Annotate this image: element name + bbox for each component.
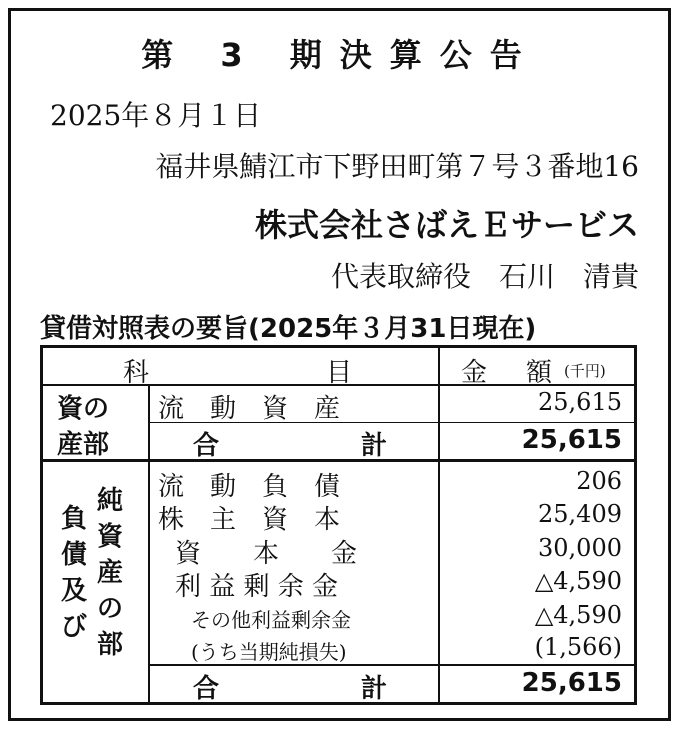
company-address: 福井県鯖江市下野田町第７号３番地16 xyxy=(155,150,639,183)
assets-section-label-1: 資の xyxy=(57,394,110,424)
asset-row-value: 25,615 xyxy=(538,388,622,416)
liab-row-label-2: 株 主 資 本 xyxy=(158,505,341,535)
section-divider xyxy=(43,459,634,462)
liab-row-value-1: 206 xyxy=(576,467,622,495)
liab-row-label-4: 利 益 剰 余 金 xyxy=(175,572,339,602)
liab-row-value-5: △4,590 xyxy=(534,601,622,629)
assets-section-label-2: 産部 xyxy=(57,430,110,460)
liab-section-col2-4: の xyxy=(97,594,124,624)
header-amount-1: 金 xyxy=(461,358,488,388)
balance-sheet-table xyxy=(40,345,637,705)
company-name: 株式会社さばえＥサービス xyxy=(254,206,639,244)
liab-total-label-2: 計 xyxy=(361,674,388,704)
notice-date: 2025年８月１日 xyxy=(50,99,262,132)
liab-row-label-5: その他利益剰余金 xyxy=(191,608,351,632)
liab-row-value-6: (1,566) xyxy=(534,633,622,661)
header-subject-1: 科 xyxy=(123,358,150,388)
assets-total-value: 25,615 xyxy=(521,425,622,455)
representative: 代表取締役 石川 清貴 xyxy=(330,260,639,293)
liab-total-label-1: 合 xyxy=(193,674,220,704)
liab-section-col2-2: 資 xyxy=(97,522,124,552)
liab-row-label-3: 資 本 金 xyxy=(175,539,358,569)
liab-row-value-4: △4,590 xyxy=(534,567,622,595)
liab-section-col1-4: び xyxy=(61,612,88,642)
liab-row-value-2: 25,409 xyxy=(538,500,622,528)
liab-section-col1-1: 負 xyxy=(61,504,88,534)
liab-row-label-6: (うち当期純損失) xyxy=(191,640,347,664)
liab-section-col1-3: 及 xyxy=(61,576,88,606)
section-col-divider xyxy=(148,386,150,702)
liab-total-value: 25,615 xyxy=(521,668,622,698)
assets-total-label-1: 合 xyxy=(193,431,220,461)
liab-section-col2-1: 純 xyxy=(97,486,124,516)
asset-row-label: 流 動 資 産 xyxy=(158,394,341,424)
header-subject-2: 目 xyxy=(326,358,353,388)
liab-section-col1-2: 債 xyxy=(61,540,88,570)
amount-col-divider xyxy=(438,348,440,702)
liab-row-label-1: 流 動 負 債 xyxy=(158,472,341,502)
header-amount-2: 額 xyxy=(526,358,553,388)
liab-section-col2-5: 部 xyxy=(97,630,124,660)
balance-sheet-title: 貸借対照表の要旨(2025年３月31日現在) xyxy=(40,314,537,344)
notice-title: 第 3 期決算公告 xyxy=(141,36,540,74)
liab-section-col2-3: 産 xyxy=(97,558,124,588)
liab-row-value-3: 30,000 xyxy=(538,534,622,562)
header-unit: (千円) xyxy=(564,362,606,380)
assets-total-label-2: 計 xyxy=(361,431,388,461)
